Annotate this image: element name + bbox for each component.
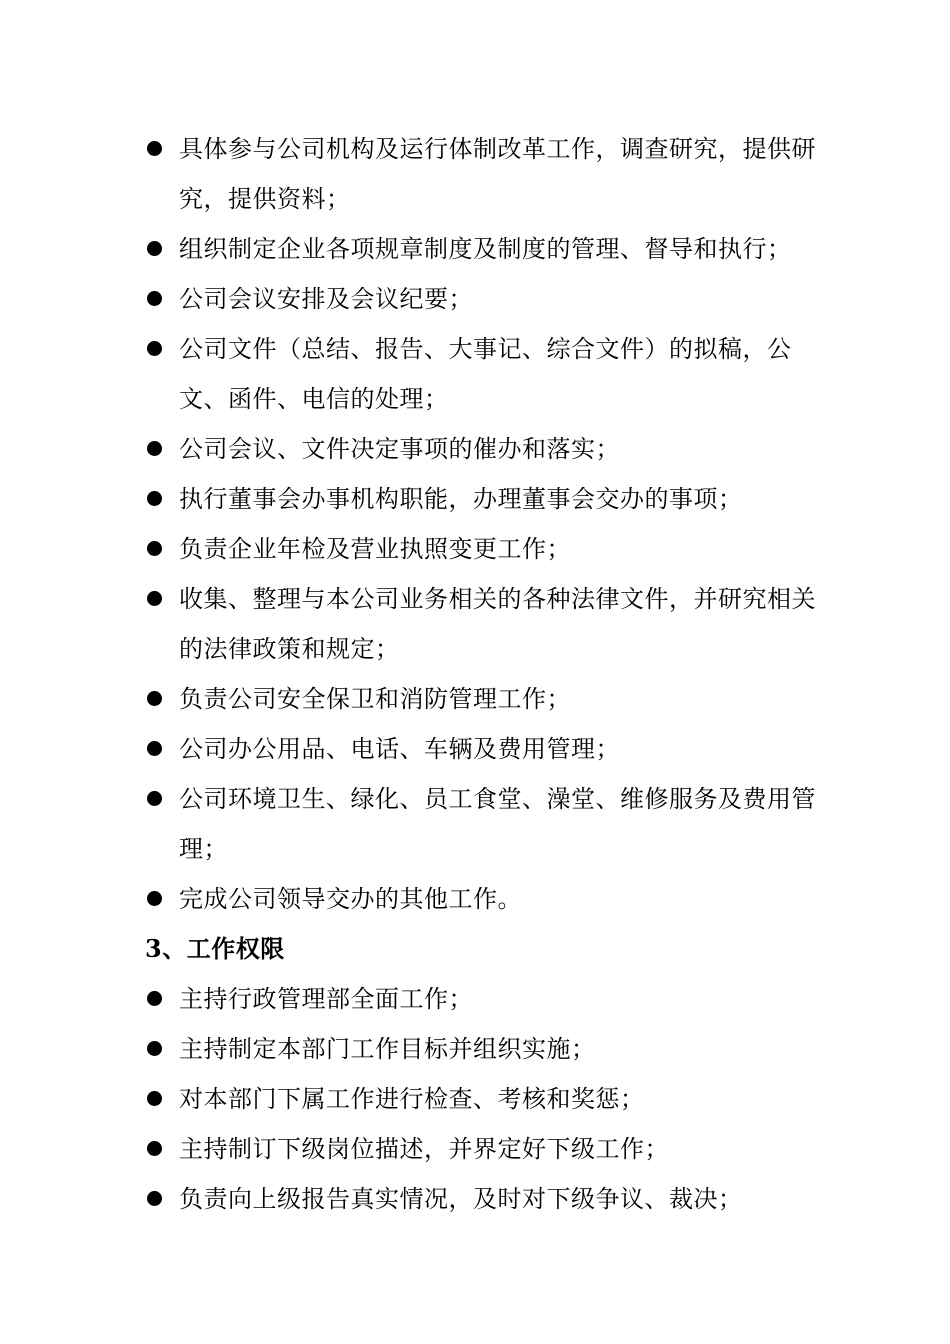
list-item-text: 负责公司安全保卫和消防管理工作； bbox=[179, 685, 571, 713]
bullet-icon bbox=[147, 991, 162, 1006]
list-item bbox=[0, 774, 950, 874]
bullet-icon bbox=[147, 291, 162, 306]
duties-list bbox=[0, 124, 950, 924]
list-item-text: 组织制定企业各项规章制度及制度的管理、督导和执行； bbox=[179, 235, 792, 263]
bullet-icon bbox=[147, 491, 162, 506]
list-item-text: 公司会议安排及会议纪要； bbox=[179, 285, 473, 313]
list-item-text: 执行董事会办事机构职能，办理董事会交办的事项； bbox=[179, 485, 743, 513]
list-item-text: 负责向上级报告真实情况，及时对下级争议、裁决； bbox=[179, 1185, 743, 1213]
list-item-text: 完成公司领导交办的其他工作。 bbox=[179, 885, 522, 913]
list-item bbox=[0, 1124, 950, 1174]
list-item-text: 主持行政管理部全面工作； bbox=[179, 985, 473, 1013]
bullet-icon bbox=[147, 441, 162, 456]
list-item bbox=[0, 1174, 950, 1224]
list-item-text: 收集、整理与本公司业务相关的各种法律文件，并研究相关的法律政策和规定； bbox=[179, 585, 816, 663]
list-item bbox=[0, 1024, 950, 1074]
bullet-icon bbox=[147, 891, 162, 906]
list-item bbox=[0, 474, 950, 524]
list-item-text: 对本部门下属工作进行检查、考核和奖惩； bbox=[179, 1085, 645, 1113]
document-page bbox=[0, 124, 950, 1224]
list-item bbox=[0, 874, 950, 924]
bullet-icon bbox=[147, 591, 162, 606]
bullet-icon bbox=[147, 691, 162, 706]
bullet-icon bbox=[147, 541, 162, 556]
list-item bbox=[0, 524, 950, 574]
list-item bbox=[0, 674, 950, 724]
list-item bbox=[0, 224, 950, 274]
list-item bbox=[0, 574, 950, 674]
list-item-text: 主持制订下级岗位描述，并界定好下级工作； bbox=[179, 1135, 669, 1163]
authority-list bbox=[0, 974, 950, 1224]
list-item-text: 公司办公用品、电话、车辆及费用管理； bbox=[179, 735, 620, 763]
bullet-icon bbox=[147, 1191, 162, 1206]
list-item-text: 公司文件（总结、报告、大事记、综合文件）的拟稿，公文、函件、电信的处理； bbox=[179, 335, 792, 413]
bullet-icon bbox=[147, 791, 162, 806]
list-item-text: 主持制定本部门工作目标并组织实施； bbox=[179, 1035, 596, 1063]
bullet-icon bbox=[147, 1091, 162, 1106]
list-item bbox=[0, 1074, 950, 1124]
list-item bbox=[0, 724, 950, 774]
bullet-icon bbox=[147, 241, 162, 256]
bullet-icon bbox=[147, 341, 162, 356]
list-item bbox=[0, 274, 950, 324]
list-item-text: 公司会议、文件决定事项的催办和落实； bbox=[179, 435, 620, 463]
bullet-icon bbox=[147, 141, 162, 156]
list-item-text: 具体参与公司机构及运行体制改革工作，调查研究，提供研究，提供资料； bbox=[179, 135, 816, 213]
list-item-text: 负责企业年检及营业执照变更工作； bbox=[179, 535, 571, 563]
list-item bbox=[0, 974, 950, 1024]
bullet-icon bbox=[147, 1141, 162, 1156]
section-heading: 3、工作权限 bbox=[145, 934, 285, 963]
list-item-text: 公司环境卫生、绿化、员工食堂、澡堂、维修服务及费用管理； bbox=[179, 785, 816, 863]
list-item bbox=[0, 324, 950, 424]
bullet-icon bbox=[147, 1041, 162, 1056]
list-item bbox=[0, 124, 950, 224]
list-item bbox=[0, 424, 950, 474]
bullet-icon bbox=[147, 741, 162, 756]
